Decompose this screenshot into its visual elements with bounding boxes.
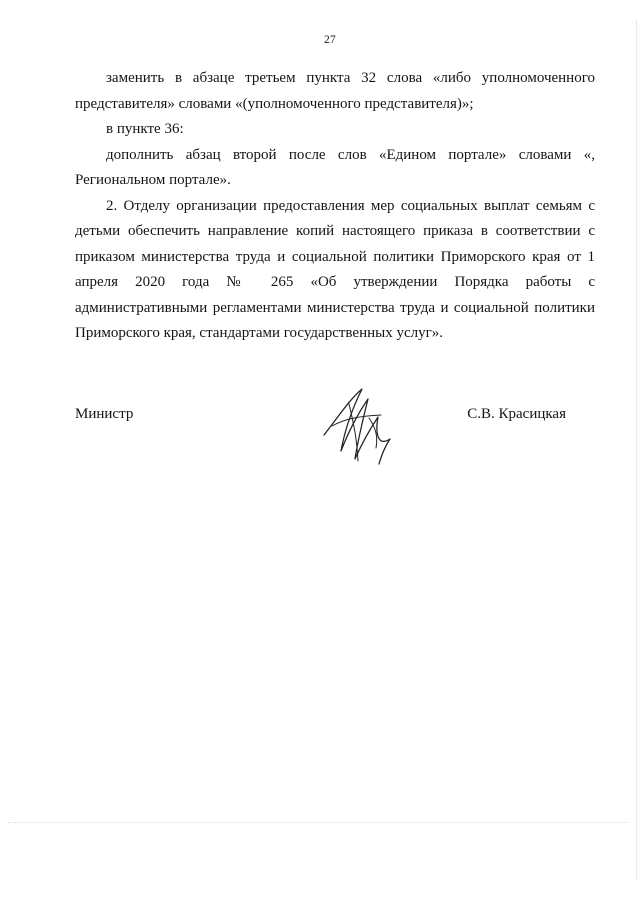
paragraph-department-instruction: 2. Отделу организации предоставления мер социальных выплат семьям с детьми обеспечить направление копий настоящего приказа в соответствии с приказом министерства труда и социальной политики Приморского края от 1 апреля 2020 года № 265 «Об утверждении Порядка работы с административными регламентами министерства труда и социальной политики Приморского края, стандартами государственных услуг». bbox=[75, 197, 595, 341]
paragraph-point-36: в пункте 36: bbox=[106, 121, 184, 137]
handwritten-signature bbox=[320, 381, 400, 465]
paragraph-replace-representative: заменить в абзаце третьем пункта 32 слова «либо уполномоченного представителя» словами «(уполномоченного представителя)»; bbox=[75, 70, 595, 112]
scan-edge-marks bbox=[634, 20, 637, 880]
signer-name: С.В. Красицкая bbox=[467, 406, 566, 422]
signer-title: Министр bbox=[75, 406, 134, 422]
document-body bbox=[75, 66, 595, 347]
scan-bottom-marks bbox=[8, 822, 628, 824]
page-number: 27 bbox=[323, 34, 337, 46]
paragraph-add-regional-portal: дополнить абзац второй после слов «Едином портале» словами «, Региональном портале». bbox=[75, 146, 595, 188]
